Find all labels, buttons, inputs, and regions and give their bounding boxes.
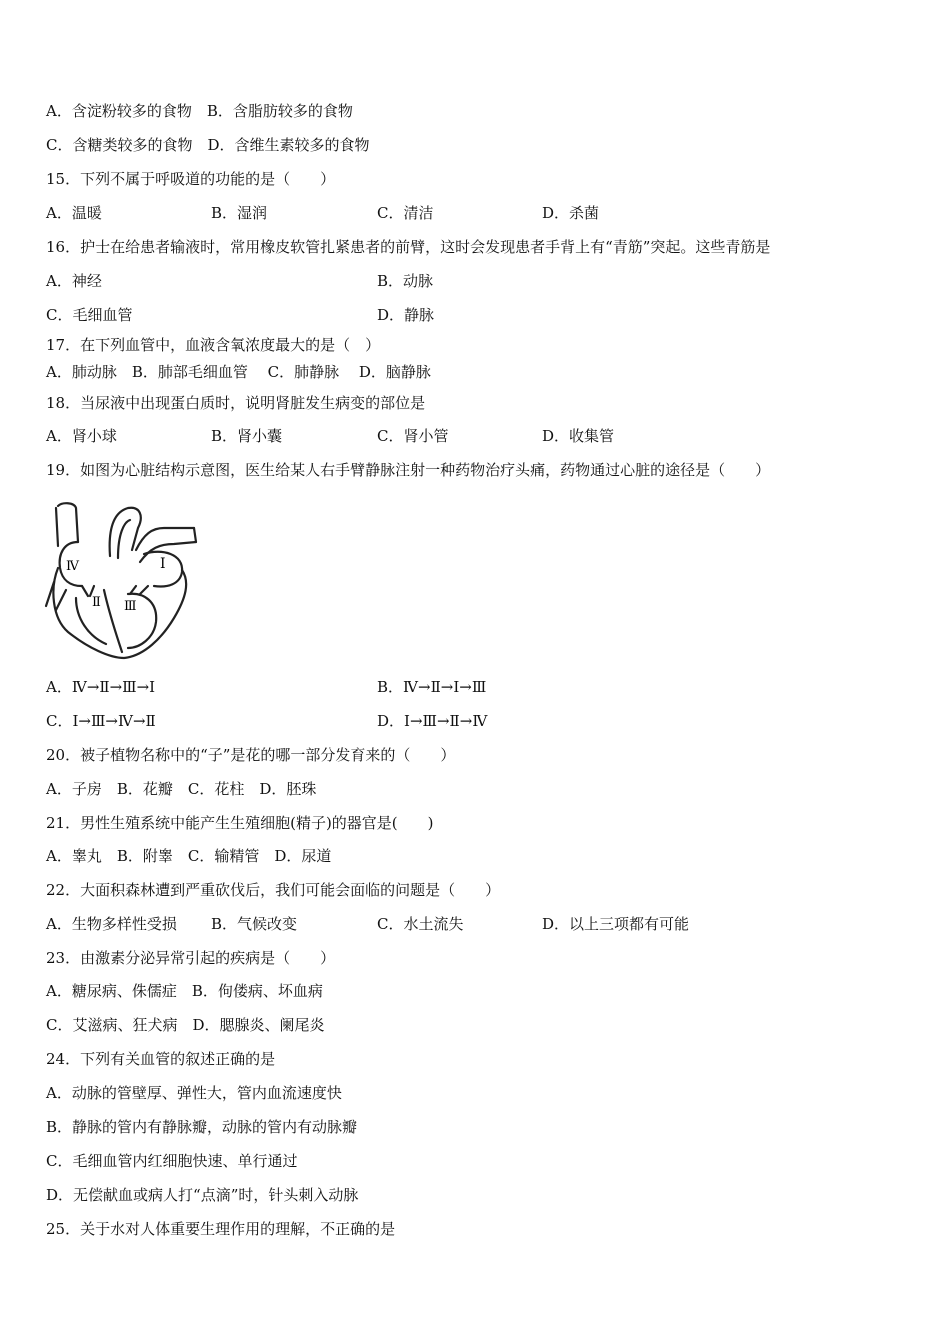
label-ii: Ⅱ — [92, 595, 101, 610]
q21-stem: 21．男性生殖系统中能产生生殖细胞(精子)的器官是( ) — [46, 814, 434, 832]
q24-stem: 24．下列有关血管的叙述正确的是 — [46, 1050, 276, 1068]
q21-options: A．睾丸 B．附睾 C．输精管 D．尿道 — [46, 847, 332, 865]
label-iv: Ⅳ — [66, 559, 79, 574]
q15-option-c: C．清洁 — [377, 204, 434, 222]
q23-stem: 23．由激素分泌异常引起的疾病是（ ） — [46, 949, 336, 967]
q17-stem: 17．在下列血管中，血液含氧浓度最大的是（ ） — [46, 336, 381, 354]
q19-option-b: B．Ⅳ→Ⅱ→Ⅰ→Ⅲ — [377, 678, 487, 696]
q16-option-b: B．动脉 — [377, 272, 434, 290]
q20-stem: 20．被子植物名称中的“子”是花的哪一部分发育来的（ ） — [46, 746, 456, 764]
q22-option-c: C．水土流失 — [377, 915, 464, 933]
q24-option-b: B．静脉的管内有静脉瓣，动脉的管内有动脉瓣 — [46, 1118, 358, 1136]
q24-option-a: A．动脉的管壁厚、弹性大，管内血流速度快 — [46, 1084, 342, 1102]
label-i: Ⅰ — [160, 556, 166, 572]
q22-option-d: D．以上三项都有可能 — [542, 915, 690, 933]
q16-option-c: C．毛细血管 — [46, 306, 133, 324]
q18-option-a: A．肾小球 — [46, 427, 117, 445]
q16-option-a: A．神经 — [46, 272, 102, 290]
q19-option-d: D．Ⅰ→Ⅲ→Ⅱ→Ⅳ — [377, 712, 488, 730]
q15-option-a: A．温暖 — [46, 204, 102, 222]
q17-options: A．肺动脉 B．肺部毛细血管 C．肺静脉 D．脑静脉 — [46, 363, 431, 381]
q15-option-b: B．湿润 — [211, 204, 268, 222]
heart-diagram — [44, 498, 200, 664]
q18-option-c: C．肾小管 — [377, 427, 449, 445]
q15-option-d: D．杀菌 — [542, 204, 600, 222]
q25-stem: 25．关于水对人体重要生理作用的理解，不正确的是 — [46, 1220, 396, 1238]
q15-stem: 15．下列不属于呼吸道的功能的是（ ） — [46, 170, 336, 188]
q22-option-a: A．生物多样性受损 — [46, 915, 177, 933]
q14-options-ab: A．含淀粉较多的食物 B．含脂肪较多的食物 — [46, 102, 353, 120]
q18-stem: 18．当尿液中出现蛋白质时，说明肾脏发生病变的部位是 — [46, 394, 426, 412]
q18-option-b: B．肾小囊 — [211, 427, 283, 445]
q23-options-ab: A．糖尿病、侏儒症 B．佝偻病、坏血病 — [46, 982, 323, 1000]
q19-stem: 19．如图为心脏结构示意图，医生给某人右手臂静脉注射一种药物治疗头痛，药物通过心脏的途径是（ ） — [46, 461, 771, 479]
label-iii: Ⅲ — [124, 599, 137, 614]
q22-stem: 22．大面积森林遭到严重砍伐后，我们可能会面临的问题是（ ） — [46, 881, 501, 899]
q18-option-d: D．收集管 — [542, 427, 615, 445]
q19-option-a: A．Ⅳ→Ⅱ→Ⅲ→Ⅰ — [46, 678, 156, 696]
q24-option-c: C．毛细血管内红细胞快速、单行通过 — [46, 1152, 298, 1170]
q23-options-cd: C．艾滋病、狂犬病 D．腮腺炎、阑尾炎 — [46, 1016, 325, 1034]
q16-stem: 16．护士在给患者输液时，常用橡皮软管扎紧患者的前臂，这时会发现患者手背上有“青筋”突起。这些青筋是 — [46, 238, 771, 256]
q22-option-b: B．气候改变 — [211, 915, 298, 933]
q24-option-d: D．无偿献血或病人打“点滴”时，针头刺入动脉 — [46, 1186, 359, 1204]
q16-option-d: D．静脉 — [377, 306, 435, 324]
q19-option-c: C．Ⅰ→Ⅲ→Ⅳ→Ⅱ — [46, 712, 156, 730]
q20-options: A．子房 B．花瓣 C．花柱 D．胚珠 — [46, 780, 317, 798]
q14-options-cd: C．含糖类较多的食物 D．含维生素较多的食物 — [46, 136, 370, 154]
